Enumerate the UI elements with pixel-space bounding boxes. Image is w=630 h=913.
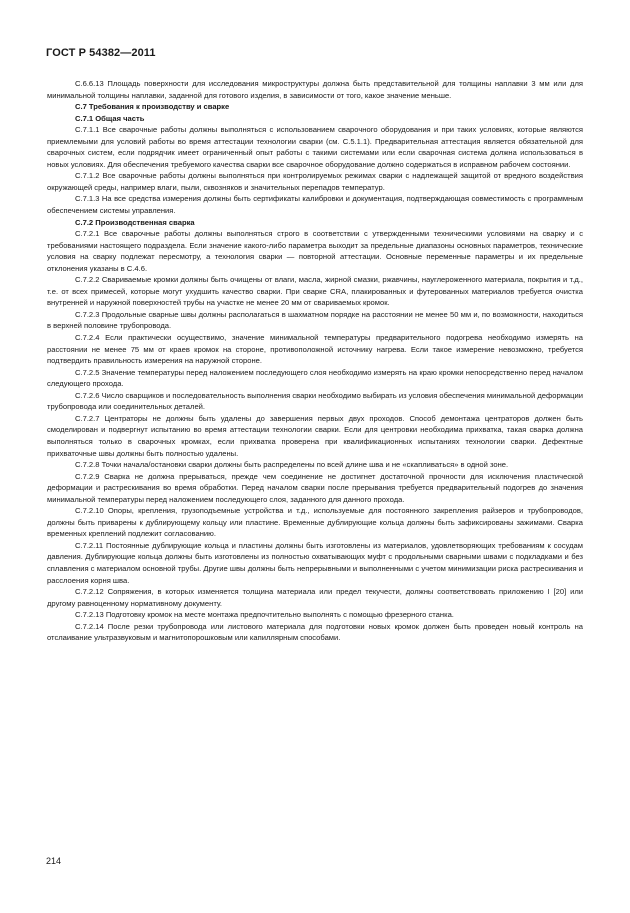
paragraph: С.7.2.14 После резки трубопровода или листового материала для подготовки новых кромок должен быть проведен новый контроль на отслаивание ультразвуковым и магнитопорошковым или капиллярным способами.	[47, 621, 583, 643]
document-body	[47, 78, 583, 644]
section-heading: С.7.1 Общая часть	[75, 113, 145, 123]
page-number: 214	[46, 856, 62, 866]
paragraph: С.7.2.13 Подготовку кромок на месте монтажа предпочтительно выполнять с помощью фрезерного станка.	[75, 610, 454, 620]
paragraph: С.7.2.3 Продольные сварные швы должны располагаться в шахматном порядке на расстоянии не менее 50 мм и, по возможности, находиться в верхней половине трубопровода.	[47, 309, 583, 331]
paragraph: С.7.2.6 Число сварщиков и последовательность выполнения сварки необходимо выбирать из условия обеспечения минимальной деформации трубопровода или соединительных деталей.	[47, 390, 583, 412]
paragraph: С.7.1.1 Все сварочные работы должны выполняться с использованием сварочного оборудования и при таких условиях, которые являются приемлемыми для условий работы во время аттестации технологии сварки (см. С.5.1.1). Предварительная аттестация является обязательной для сварочных систем, если подрядчик имеет ограниченный опыт работы с такими системами или если сварочная система должна использоваться в новых условиях. Для обеспечения требуемого качества сварки все сварочное оборудование должно содержаться в исправном рабочем состоянии.	[47, 125, 583, 169]
paragraph: С.7.2.2 Свариваемые кромки должны быть очищены от влаги, масла, жирной смазки, ржавчины, науглероженного материала, покрытия и т.д., т.е. от всех примесей, которые могут ухудшить качество сварки. При сварке CRA, плакированных и футерованных материалов требуется очистка внутренней и наружной поверхностей трубы на участке не менее 20 мм от свариваемых кромок.	[47, 275, 583, 308]
paragraph: С.7.2.7 Центраторы не должны быть удалены до завершения первых двух проходов. Способ демонтажа центраторов должен быть смоделирован и подвергнут испытанию во время аттестации технологии сварки. Если для центровки необходима прихватка, такая сварка должна выполняться только в сварочных кромках, если прихватка проверена при квалификационных испытаниях технологии сварки. Дефектные прихваточные швы должны быть полностью удалены.	[47, 413, 583, 458]
paragraph: С.7.2.12 Сопряжения, в которых изменяется толщина материала или предел текучести, должны соответствовать приложению I [20] или другому равноценному нормативному документу.	[47, 587, 583, 608]
standard-header: ГОСТ Р 54382—2011	[46, 47, 156, 59]
paragraph: С.7.2.1 Все сварочные работы должны выполняться строго в соответствии с утвержденными техническими условиями на сварку и с требованиями настоящего подраздела. Если значение какого-либо параметра выходит за предельные диапазоны основных параметров, технические условия на сварку подлежат пересмотру, а технология сварки — повторной аттестации. Основные переменные параметры и их предельные отклонения указаны в С.4.6.	[47, 229, 583, 273]
section-heading: С.7.2 Производственная сварка	[75, 217, 195, 227]
paragraph: С.7.1.3 На все средства измерения должны быть сертификаты калибровки и документация, подтверждающая совместимость с программным обеспечением системы управления.	[47, 194, 583, 216]
paragraph: С.7.2.5 Значение температуры перед наложением последующего слоя необходимо измерять на краю кромки непосредственно перед началом следующего прохода.	[47, 367, 583, 389]
paragraph: С.7.2.9 Сварка не должна прерываться, прежде чем соединение не достигнет достаточной прочности для исключения пластической деформации и растрескивания во время обработки. Перед началом сварки после прерывания требуется предварительный подогрев до значения минимальной температуры перед наложением последующего слоя, заданного для данного прохода.	[47, 471, 583, 504]
paragraph: С.6.6.13 Площадь поверхности для исследования микроструктуры должна быть представительной для толщины наплавки 3 мм или для минимальной толщины наплавки, заданной для готового изделия, в зависимости от того, какое значение меньше.	[47, 79, 583, 100]
paragraph: С.7.1.2 Все сварочные работы должны выполняться при контролируемых режимах сварки с надлежащей защитой от вредного воздействия окружающей среды, например влаги, пыли, сквозняков и значительных перепадов температур.	[47, 171, 583, 192]
paragraph: С.7.2.4 Если практически осуществимо, значение минимальной температуры предварительного подогрева необходимо измерять на расстоянии не менее 75 мм от краев кромок на стороне, противоположной источнику нагрева. Если такое измерение невозможно, требуется подтвердить правильность измерения на наружной стороне.	[47, 333, 583, 366]
paragraph: С.7.2.8 Точки начала/остановки сварки должны быть распределены по всей длине шва и не «скапливаться» в одной зоне.	[75, 460, 509, 470]
paragraph: С.7.2.11 Постоянные дублирующие кольца и пластины должны быть изготовлены из материалов, удовлетворяющих требованиям к сосудам давления. Дублирующие кольца должны быть изготовлены из полностью охватывающих муфт с продольными сварными швами с подкладками и без сплавления с материалом основной трубы. Другие швы должны быть непрерывными и выполненными с учетом минимизации риска растрескивания и расслоения корня шва.	[47, 540, 583, 585]
section-heading: С.7 Требования к производству и сварке	[75, 102, 230, 112]
paragraph: С.7.2.10 Опоры, крепления, грузоподъемные устройства и т.д., используемые для постоянного закрепления райзеров и трубопроводов, должны быть приварены к дублирующему кольцу или пластине. Временные дублирующие кольца должны быть зафиксированы зажимами. Сварка временных креплений подлежит согласованию.	[47, 506, 583, 539]
